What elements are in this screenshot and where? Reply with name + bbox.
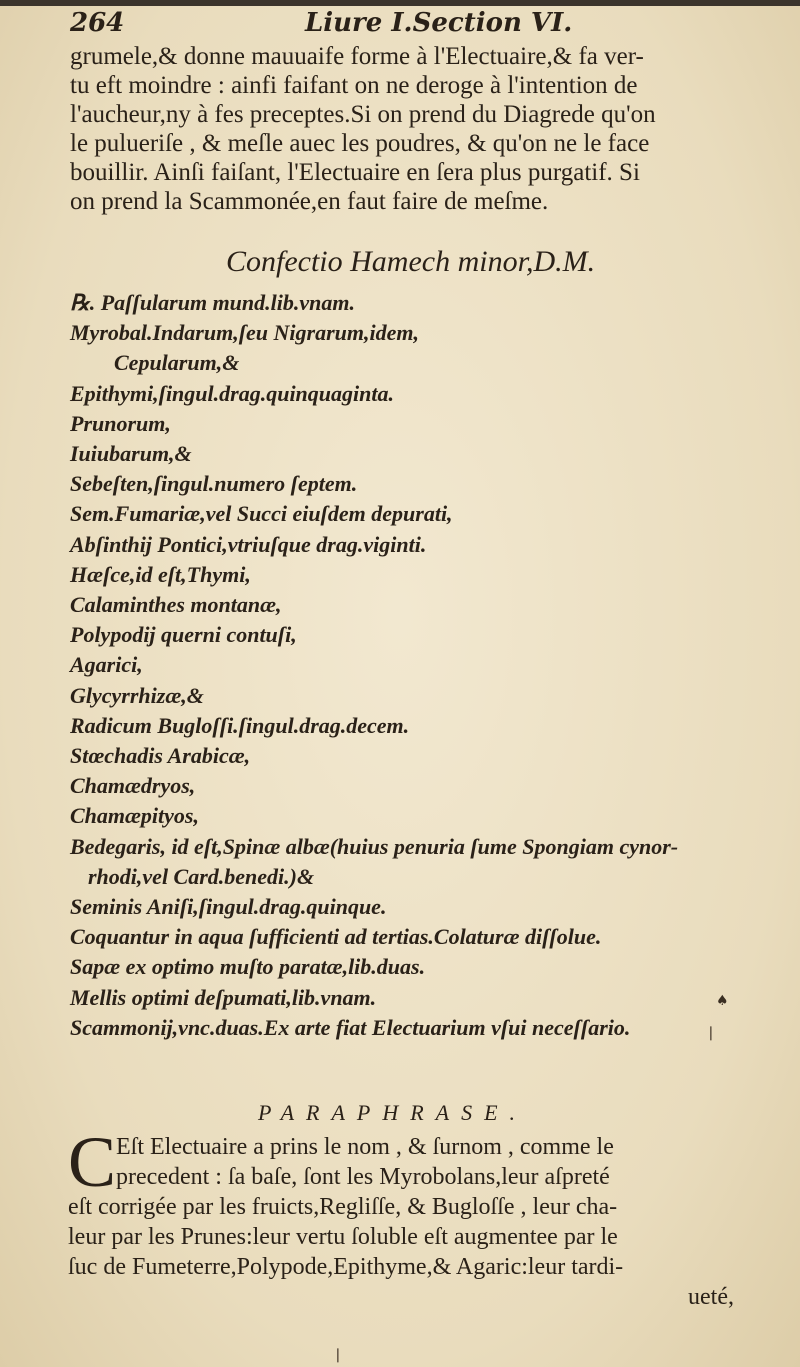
recipe-line: Coquantur in aqua ſufficienti ad tertias.Colaturæ diſſolue. [70,924,602,950]
recipe-line: Agarici, [70,652,143,678]
ink-mark: ❘ [332,1347,344,1363]
recipe-line: Prunorum, [70,410,171,436]
body-line: bouillir. Ainſi faiſant, l'Electuaire en ſera plus purgatif. Si [70,159,640,186]
recipe-line: Myrobal.Indarum,ſeu Nigrarum,idem, [70,320,419,346]
page-number: 264 [70,8,125,38]
body-line: on prend la Scammonée,en faut faire de meſme. [70,188,549,215]
paraphrase-line: eſt corrigée par les fruicts,Regliſſe, & Bugloſſe , leur cha- [68,1194,618,1220]
recipe-line: Stœchadis Arabicæ, [70,743,251,769]
recipe-line: Hæſce,id eſt,Thymi, [70,561,251,587]
recipe-line: Seminis Aniſi,ſingul.drag.quinque. [70,894,387,920]
paraphrase-heading: PARAPHRASE. [258,1100,528,1125]
recipe-line: Polypodij querni contuſi, [70,622,297,648]
recipe-line: ℞. Paſſularum mund.lib.vnam. [70,290,355,315]
recipe-line: Sapæ ex optimo muſto paratæ,lib.duas. [70,954,426,980]
body-line: le pulueriſe , & meſle auec les poudres, & qu'on ne le face [70,130,650,157]
recipe-line: Cepularum,& [114,350,240,376]
drop-cap: C [68,1122,117,1202]
recipe-line: Glycyrrhizæ,& [70,682,204,708]
body-line: grumele,& donne mauuaife forme à l'Electuaire,& fa ver- [70,43,644,70]
recipe-line: Sem.Fumariæ,vel Succi eiuſdem depurati, [70,501,453,527]
recipe-line: Epithymi,ſingul.drag.quinquaginta. [70,380,394,406]
recipe-line: Bedegaris, id eſt,Spinæ albæ(huius penuria ſume Spongiam cynor- [70,833,679,859]
recipe-line: Chamæpityos, [70,803,199,829]
page-header [70,8,730,38]
recipe-list [70,288,770,1043]
recipe-line: Calaminthes montanæ, [70,592,282,618]
recipe-title: Confectio Hamech minor,D.M. [226,245,596,278]
recipe-line: rhodi,vel Card.benedi.)& [88,863,315,889]
paraphrase-line: ſuc de Fumeterre,Polypode,Epithyme,& Agaric:leur tardi- [68,1254,624,1280]
paraphrase-line: Eſt Electuaire a prins le nom , & ſurnom , comme le [116,1134,614,1160]
running-title: Liure I.Section VI. [305,8,573,38]
recipe-line: Scammonij,vnc.duas.Ex arte fiat Electuarium vſui neceſſario. [70,1014,631,1040]
recipe-line: Radicum Bugloſſi.ſingul.drag.decem. [70,712,410,738]
ink-mark: ❘ [705,1025,717,1041]
body-line: l'aucheur,ny à fes preceptes.Si on prend du Diagrede qu'on [70,101,656,128]
paraphrase-line: precedent : ſa baſe, ſont les Myrobolans,leur aſpreté [116,1164,610,1190]
top-edge [0,0,800,6]
recipe-line: Abſinthij Pontici,vtriuſque drag.viginti. [70,531,427,557]
recipe-line: Sebeſten,ſingul.numero ſeptem. [70,471,358,497]
body-line: tu eft moindre : ainfi faifant on ne deroge à l'intention de [70,72,638,99]
recipe-line: Chamædryos, [70,773,196,799]
recipe-line: Iuiubarum,& [70,441,192,467]
paraphrase-text [68,1122,768,1312]
paraphrase-line: leur par les Prunes:leur vertu ſoluble eſt augmentee par le [68,1224,618,1250]
ink-mark: ♠ [716,993,729,1009]
body-text [70,42,760,216]
recipe-line: Mellis optimi deſpumati,lib.vnam. [70,984,377,1010]
paraphrase-line: ueté, [688,1284,734,1310]
